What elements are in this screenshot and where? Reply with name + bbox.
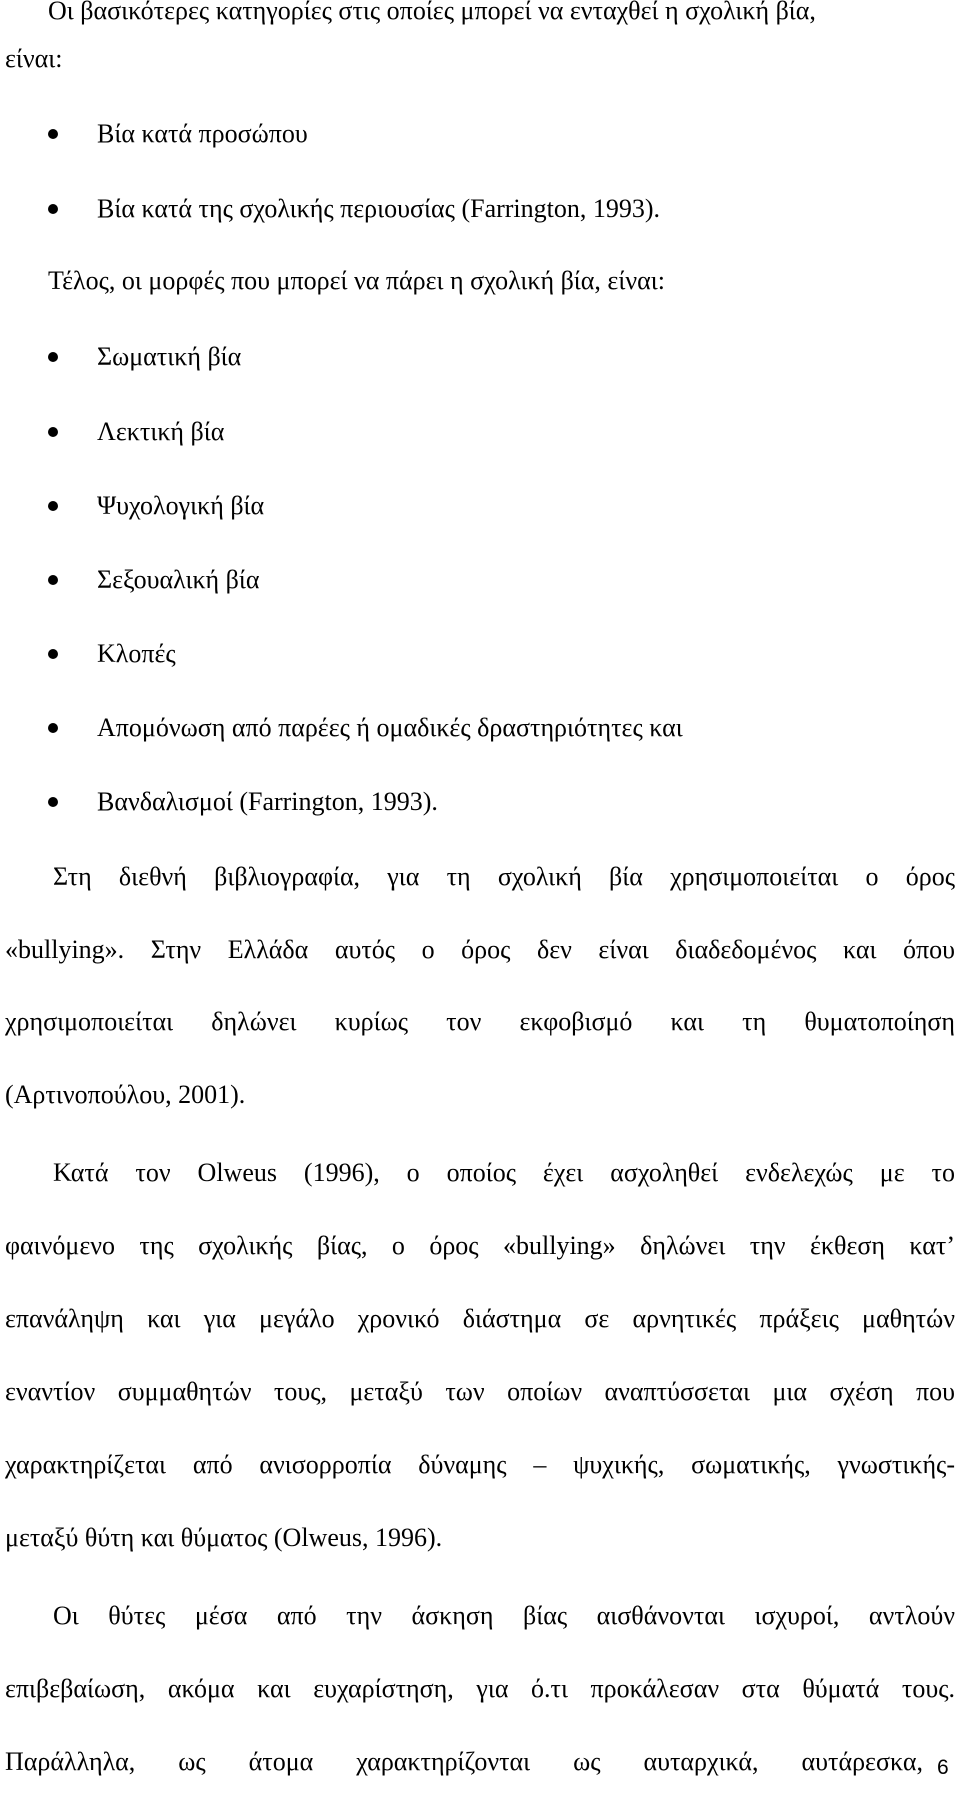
page-number: 6 xyxy=(937,1756,949,1779)
list-item-text: Απομόνωση από παρέες ή ομαδικές δραστηριότητες και xyxy=(97,713,683,742)
list-item xyxy=(0,713,900,743)
list-item-text: Ψυχολογική βία xyxy=(97,491,265,520)
list-item xyxy=(0,417,900,447)
list-item-text: Λεκτική βία xyxy=(97,417,225,446)
paragraph-line: Οι θύτες μέσα από την άσκηση βίας αισθάνονται ισχυροί, αντλούν xyxy=(53,1601,955,1630)
bullet-icon xyxy=(48,427,58,437)
paragraph-line: «bullying». Στην Ελλάδα αυτός ο όρος δεν είναι διαδεδομένος και όπου xyxy=(5,935,955,964)
list-item xyxy=(0,342,900,372)
paragraph-line: επιβεβαίωση, ακόμα και ευχαρίστηση, για ό.τι προκάλεσαν στα θύματά τους. xyxy=(5,1674,955,1703)
paragraph-line: φαινόμενο της σχολικής βίας, ο όρος «bullying» δηλώνει την έκθεση κατ’ xyxy=(5,1231,955,1260)
bullet-icon xyxy=(48,723,58,733)
list-item xyxy=(0,565,900,595)
paragraph-line: Στη διεθνή βιβλιογραφία, για τη σχολική βία χρησιμοποιείται ο όρος xyxy=(53,862,955,891)
bullet-icon xyxy=(48,352,58,362)
list-item-text: Κλοπές xyxy=(97,639,176,668)
list-item-text: Βία κατά της σχολικής περιουσίας (Farrington, 1993). xyxy=(97,194,661,223)
list-item-text: Βανδαλισμοί (Farrington, 1993). xyxy=(97,787,438,816)
paragraph-line: μεταξύ θύτη και θύματος (Olweus, 1996). xyxy=(5,1523,443,1552)
paragraph-line: χαρακτηρίζεται από ανισορροπία δύναμης – ψυχικής, σωματικής, γνωστικής- xyxy=(5,1450,955,1479)
list-item xyxy=(0,787,900,817)
list-item-text: Σεξουαλική βία xyxy=(97,565,260,594)
list-item-text: Βία κατά προσώπου xyxy=(97,119,308,148)
paragraph-line: (Αρτινοπούλου, 2001). xyxy=(5,1080,246,1109)
list-item xyxy=(0,119,900,149)
list-item xyxy=(0,194,900,224)
bullet-icon xyxy=(48,501,58,511)
paragraph-line: Κατά τον Olweus (1996), ο οποίος έχει ασχοληθεί ενδελεχώς με το xyxy=(53,1158,955,1187)
list-item xyxy=(0,491,900,521)
bullet-icon xyxy=(48,575,58,585)
paragraph-line: Παράλληλα, ως άτομα χαρακτηρίζονται ως αυταρχικά, αυτάρεσκα, xyxy=(5,1747,923,1776)
paragraph-line: εναντίον συμμαθητών τους, μεταξύ των οποίων αναπτύσσεται μια σχέση που xyxy=(5,1377,955,1406)
paragraph-line: χρησιμοποιείται δηλώνει κυρίως τον εκφοβισμό και τη θυματοποίηση xyxy=(5,1007,955,1036)
list-item xyxy=(0,639,900,669)
paragraph-line: επανάληψη και για μεγάλο χρονικό διάστημα σε αρνητικές πράξεις μαθητών xyxy=(5,1304,955,1333)
bullet-icon xyxy=(48,797,58,807)
bullet-icon xyxy=(48,204,58,214)
list-item-text: Σωματική βία xyxy=(97,342,242,371)
bullet-icon xyxy=(48,649,58,659)
forms-intro: Τέλος, οι μορφές που μπορεί να πάρει η σχολική βία, είναι: xyxy=(48,266,665,295)
intro-line-1: Οι βασικότερες κατηγορίες στις οποίες μπορεί να ενταχθεί η σχολική βία, xyxy=(48,0,816,25)
intro-line-2: είναι: xyxy=(5,44,63,73)
bullet-icon xyxy=(48,129,58,139)
